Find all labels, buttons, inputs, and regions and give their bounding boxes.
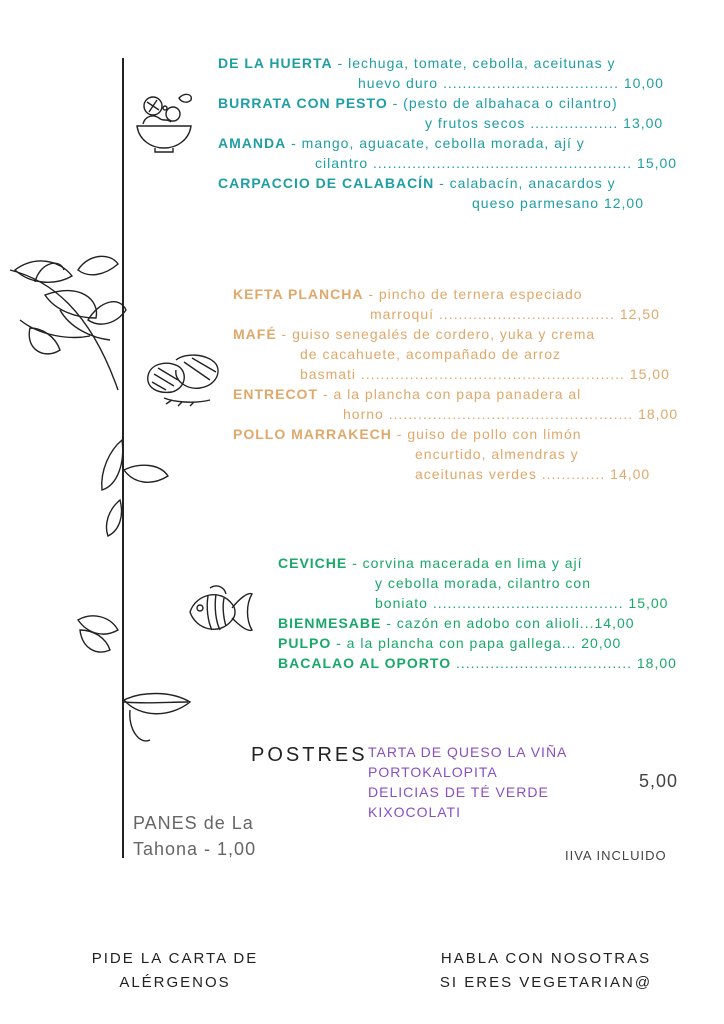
- dish-desc: .................................... 18,00: [451, 655, 677, 671]
- menu-item: [233, 384, 581, 404]
- postres-title: POSTRES: [251, 744, 368, 766]
- menu-item: [278, 613, 635, 633]
- menu-item: [218, 53, 615, 73]
- dish-desc: y frutos secos .................. 13,00: [425, 115, 664, 131]
- dish-desc: cilantro ..................................................... 15,00: [315, 155, 678, 171]
- dish-desc: - cazón en adobo con alioli...14,00: [381, 615, 635, 631]
- dish-name: CEVICHE: [278, 555, 348, 571]
- menu-item: [233, 284, 583, 304]
- postre-item: TARTA DE QUESO LA VIÑA: [368, 744, 568, 760]
- dish-desc: y cebolla morada, cilantro con: [375, 575, 591, 591]
- dish-name: ENTRECOT: [233, 386, 318, 402]
- menu-item: [233, 324, 595, 344]
- dish-name: DE LA HUERTA: [218, 55, 333, 71]
- dish-name: KEFTA PLANCHA: [233, 286, 364, 302]
- dish-name: PULPO: [278, 635, 332, 651]
- dish-desc: - calabacín, anacardos y: [434, 175, 616, 191]
- panes-line: PANES de La: [133, 813, 254, 833]
- leafy-branch-illustration: [0, 240, 200, 760]
- dish-name: AMANDA: [218, 135, 287, 151]
- postre-item: PORTOKALOPITA: [368, 764, 498, 780]
- menu-item: [233, 424, 582, 444]
- dish-name: CARPACCIO DE CALABACÍN: [218, 175, 435, 191]
- menu-item: [278, 553, 583, 573]
- menu-item: [218, 133, 585, 153]
- dish-desc: encurtido, almendras y: [415, 446, 579, 462]
- dish-desc: horno .................................................. 18,00: [343, 406, 679, 422]
- panes-line: Tahona - 1,00: [133, 839, 257, 859]
- dish-desc: - corvina macerada en lima y ají: [347, 555, 583, 571]
- menu-item: [278, 633, 621, 653]
- panes-info: [133, 810, 256, 862]
- dish-desc: - pincho de ternera especiado: [363, 286, 583, 302]
- dish-name: BIENMESABE: [278, 615, 382, 631]
- footer-line: PIDE LA CARTA DE: [91, 950, 259, 967]
- postres-list: [368, 742, 567, 822]
- footer-line: SI ERES VEGETARIAN@: [439, 974, 653, 991]
- dish-desc: - a la plancha con papa gallega... 20,00: [331, 635, 622, 651]
- dish-name: MAFÉ: [233, 326, 277, 342]
- dish-name: BACALAO AL OPORTO: [278, 655, 452, 671]
- dish-desc: boniato ....................................... 15,00: [375, 595, 669, 611]
- dish-desc: - guiso de pollo con limón: [391, 426, 582, 442]
- dish-desc: de cacahuete, acompañado de arroz: [300, 346, 562, 362]
- steak-icon: [144, 350, 224, 412]
- dish-desc: - lechuga, tomate, cebolla, aceitunas y: [332, 55, 616, 71]
- dish-name: BURRATA CON PESTO: [218, 95, 388, 111]
- menu-item: [218, 173, 616, 193]
- dish-desc: - guiso senegalés de cordero, yuka y crema: [276, 326, 596, 342]
- dish-desc: basmati ...................................................... 15,00: [300, 366, 670, 382]
- footer-line: HABLA CON NOSOTRAS: [440, 950, 652, 967]
- dish-desc: queso parmesano 12,00: [472, 195, 644, 211]
- dish-desc: aceitunas verdes ............. 14,00: [415, 466, 651, 482]
- dish-desc: marroquí .................................... 12,50: [370, 306, 660, 322]
- dish-desc: - a la plancha con papa panadera al: [318, 386, 582, 402]
- fish-icon: [186, 584, 254, 642]
- dish-name: POLLO MARRAKECH: [233, 426, 392, 442]
- dish-desc: huevo duro .................................... 10,00: [358, 75, 664, 91]
- menu-item: [278, 653, 677, 673]
- iva-note: IIVA INCLUIDO: [565, 848, 667, 863]
- dish-desc: - mango, aguacate, cebolla morada, ají y: [286, 135, 585, 151]
- postre-item: KIXOCOLATI: [368, 804, 461, 820]
- footer-vegetarian: [416, 947, 676, 995]
- menu-item: [218, 93, 618, 113]
- salad-bowl-icon: [133, 88, 195, 156]
- footer-line: ALÉRGENOS: [119, 974, 231, 991]
- postre-item: DELICIAS DE TÉ VERDE: [368, 784, 549, 800]
- footer-alergenos: [70, 947, 280, 995]
- postres-price: 5,00: [639, 771, 679, 791]
- dish-desc: - (pesto de albahaca o cilantro): [387, 95, 618, 111]
